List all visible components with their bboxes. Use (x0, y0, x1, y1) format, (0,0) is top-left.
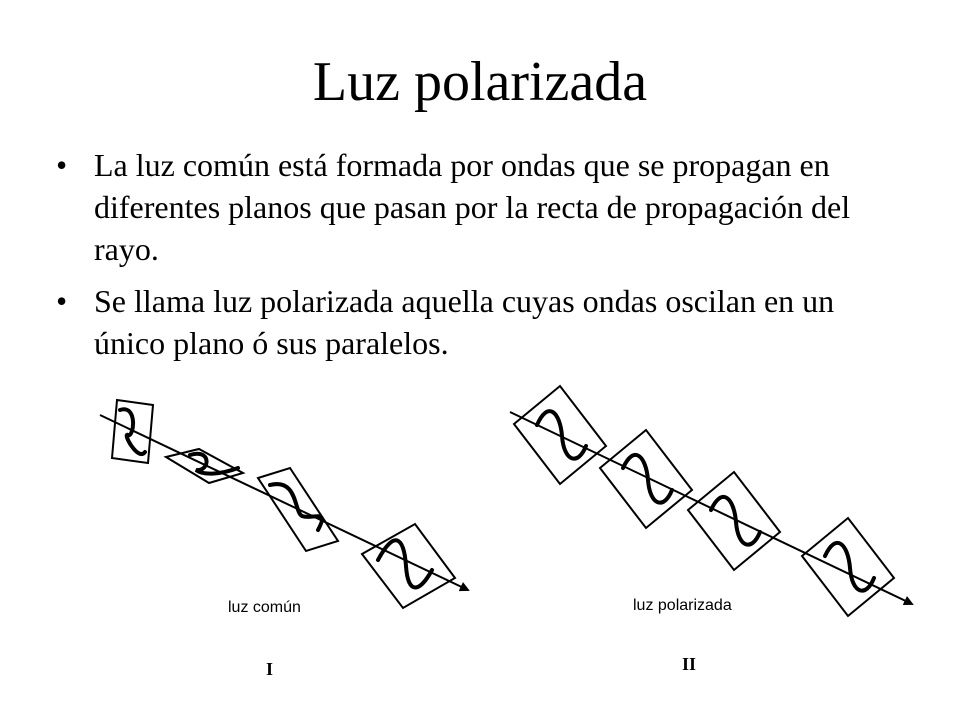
bullet-text: Se llama luz polarizada aquella cuyas ondas oscilan en un único plano ó sus paralelos. (94, 283, 835, 361)
caption-common-light: luz común (228, 599, 301, 616)
wave-plane-vertical (112, 400, 153, 463)
wave-plane-square (362, 524, 455, 608)
wave-plane-tilted (258, 468, 338, 551)
diagram-polarized-light (510, 386, 912, 616)
bullet-dot-icon: • (56, 283, 68, 319)
bullet-list (56, 144, 896, 374)
polarized-plane-1 (514, 386, 606, 484)
bullet-item (56, 144, 896, 270)
polarized-plane-4 (802, 518, 894, 616)
numeral-ii: II (682, 654, 697, 674)
polarized-plane-3 (688, 472, 780, 570)
numeral-i: I (266, 659, 274, 679)
propagation-axis-common (100, 415, 468, 590)
diagram-common-light (100, 400, 468, 608)
bullet-item (56, 280, 896, 364)
slide-title: Luz polarizada (312, 51, 648, 113)
bullet-dot-icon: • (56, 147, 68, 183)
caption-polarized-light: luz polarizada (633, 597, 732, 614)
polarized-plane-2 (600, 430, 692, 528)
bullet-text: La luz común está formada por ondas que se propagan en diferentes planos que pasan por la recta de propagación del rayo. (94, 147, 851, 267)
polarization-diagram (0, 380, 960, 720)
